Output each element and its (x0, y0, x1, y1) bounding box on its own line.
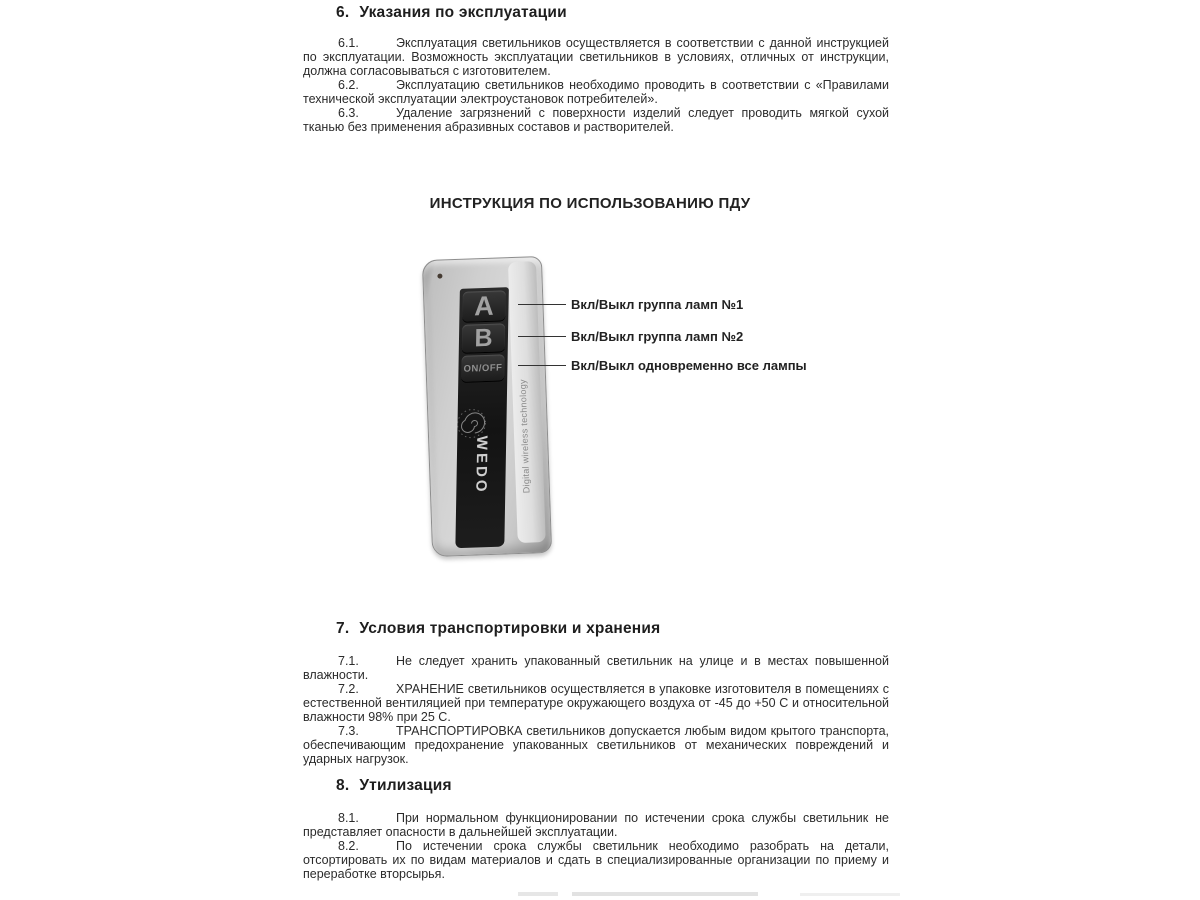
section-8-heading (336, 777, 452, 795)
section-number: 7. (336, 620, 350, 637)
paragraph (303, 682, 889, 724)
callout-line (518, 365, 566, 366)
section-number: 6. (336, 4, 350, 21)
paragraph-number: 7.1. (338, 654, 359, 668)
remote-led-indicator (437, 273, 442, 278)
paragraph (303, 106, 889, 134)
section-number: 8. (336, 777, 350, 794)
section-8-body (303, 811, 889, 881)
paragraph-text: Эксплуатацию светильников необходимо проводить в соответствии с «Правилами технической эксплуатации электроустановок потребителей». (303, 78, 889, 106)
paragraph-number: 7.3. (338, 724, 359, 738)
section-7-body (303, 654, 889, 766)
callout-line (518, 304, 566, 305)
remote-button-onoff (461, 354, 504, 382)
remote-button-a (462, 290, 505, 322)
paragraph-text: Не следует хранить упакованный светильник на улице и в местах повышенной влажности. (303, 654, 889, 682)
remote-side-text: Digital wireless technology (517, 378, 532, 494)
paragraph-number: 6.2. (338, 78, 359, 92)
section-title: Утилизация (359, 777, 452, 794)
section-6-body (303, 36, 889, 134)
paragraph-text: ХРАНЕНИЕ светильников осуществляется в упаковке изготовителя в помещениях с естественной вентиляцией при температуре окружающего воздуха от -45 до +50 С и относительной влажности 98% при 25 С. (303, 682, 889, 724)
paragraph (303, 78, 889, 106)
paragraph (303, 811, 889, 839)
callout-label-all-lamps: Вкл/Выкл одновременно все лампы (571, 358, 807, 373)
paragraph-number: 8.2. (338, 839, 359, 853)
button-a-label: A (474, 290, 495, 321)
paragraph-text: По истечении срока службы светильник необходимо разобрать на детали, отсортировать их по видам материалов и сдать в специализированные организации по приему и переработке вторсырья. (303, 839, 889, 881)
scan-artifact (572, 892, 758, 896)
paragraph-number: 8.1. (338, 811, 359, 825)
paragraph-number: 6.3. (338, 106, 359, 120)
brand-logo: WEDO (472, 435, 491, 495)
callout-label-group2: Вкл/Выкл группа ламп №2 (571, 329, 744, 344)
button-b-label: B (474, 323, 493, 352)
section-6-heading (336, 4, 567, 22)
section-title: Условия транспортировки и хранения (359, 620, 661, 637)
callout-line (518, 336, 566, 337)
paragraph (303, 724, 889, 766)
remote-control-image (422, 256, 552, 557)
paragraph (303, 654, 889, 682)
paragraph-text: ТРАНСПОРТИРОВКА светильников допускается любым видом крытого транспорта, обеспечивающим предохранение упакованных светильников от механических повреждений и ударных нагрузок. (303, 724, 889, 766)
paragraph-text: При нормальном функционировании по истечении срока службы светильник не представляет опасности в дальнейшей эксплуатации. (303, 811, 889, 839)
section-title: Указания по эксплуатации (359, 4, 567, 21)
paragraph-number: 7.2. (338, 682, 359, 696)
paragraph-text: Эксплуатация светильников осуществляется в соответствии с данной инструкцией по эксплуатации. Возможность эксплуатации светильников в условиях, отличных от инструкции, должна согласовываться с изготовителем. (303, 36, 889, 78)
button-onoff-label: ON/OFF (463, 361, 503, 375)
remote-button-b (462, 323, 505, 353)
paragraph (303, 839, 889, 881)
callout-label-group1: Вкл/Выкл группа ламп №1 (571, 297, 744, 312)
paragraph (303, 36, 889, 78)
figure-title: ИНСТРУКЦИЯ ПО ИСПОЛЬЗОВАНИЮ ПДУ (429, 195, 751, 212)
scan-artifact (800, 893, 900, 896)
scan-artifact (518, 892, 558, 896)
remote-button-strip (455, 287, 508, 548)
paragraph-number: 6.1. (338, 36, 359, 50)
paragraph-text: Удаление загрязнений с поверхности изделий следует проводить мягкой сухой тканью без применения абразивных составов и растворителей. (303, 106, 889, 134)
section-7-heading (336, 620, 660, 638)
